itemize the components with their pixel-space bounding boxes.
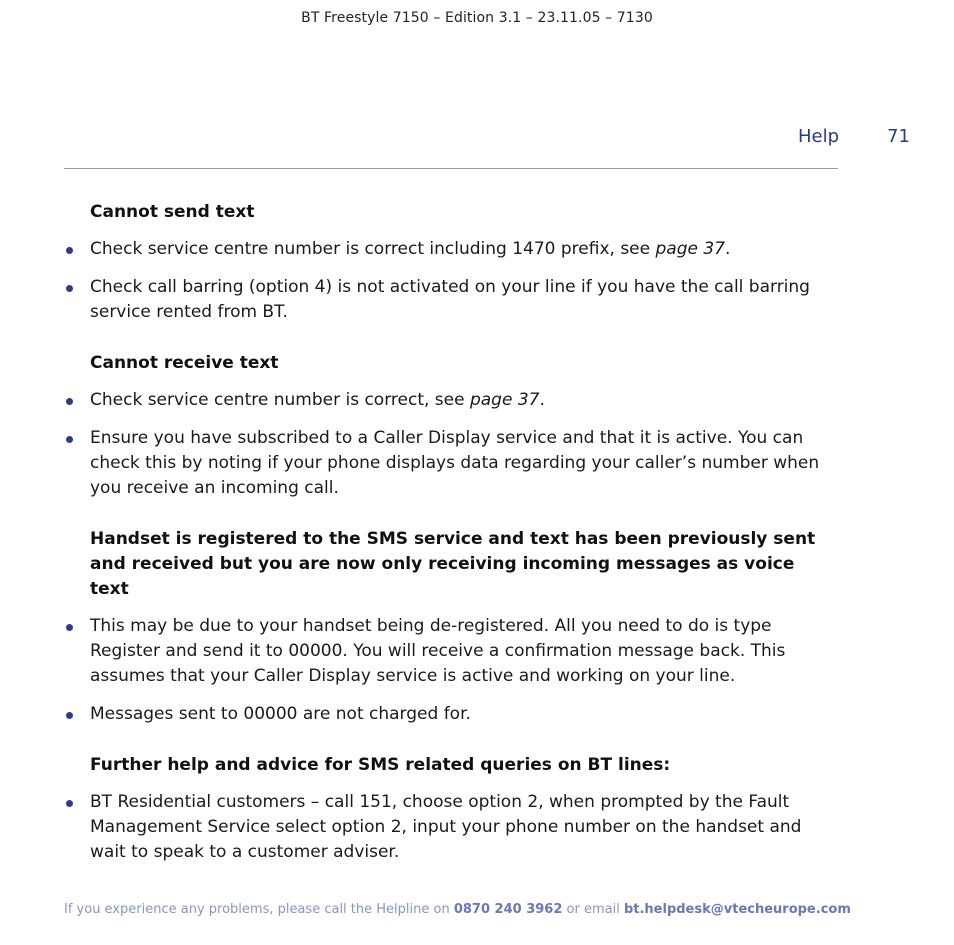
list-item-text: Check service centre number is correct, see bbox=[90, 390, 470, 410]
bullet-icon bbox=[66, 436, 73, 443]
footer-middle-text: or email bbox=[562, 902, 624, 917]
list-item-text: BT Residential customers – call 151, choose option 2, when prompted by the Fault Management Service select option 2, input your phone number on the handset and wait to speak to a customer adviser. bbox=[90, 792, 802, 862]
helpdesk-email: bt.helpdesk@vtecheurope.com bbox=[623, 902, 851, 917]
list-item bbox=[90, 426, 830, 501]
section-handset-registered bbox=[90, 527, 830, 727]
list-item-text: Check service centre number is correct including 1470 prefix, see bbox=[90, 239, 656, 259]
page-number: 71 bbox=[887, 126, 910, 147]
bullet-icon bbox=[66, 285, 73, 292]
list-item bbox=[90, 388, 830, 413]
list-item bbox=[90, 237, 830, 262]
list-item-text: Messages sent to 00000 are not charged for. bbox=[90, 704, 471, 724]
list-item bbox=[90, 275, 830, 325]
section-heading: Cannot receive text bbox=[90, 353, 279, 373]
list-item bbox=[90, 614, 830, 689]
list-item-text: Ensure you have subscribed to a Caller Display service and that it is active. You can check this by noting if your phone displays data regarding your caller’s number when you receive an incoming call. bbox=[90, 428, 820, 498]
list-item-suffix: . bbox=[539, 390, 545, 410]
list-item-text: Check call barring (option 4) is not activated on your line if you have the call barring service rented from BT. bbox=[90, 277, 810, 322]
bullet-icon bbox=[66, 398, 73, 405]
bullet-icon bbox=[66, 624, 73, 631]
list-item bbox=[90, 790, 830, 865]
section-cannot-send bbox=[90, 200, 830, 325]
section-cannot-receive bbox=[90, 351, 830, 501]
helpline-phone: 0870 240 3962 bbox=[453, 902, 563, 917]
list-item-suffix: . bbox=[725, 239, 731, 259]
section-further-help bbox=[90, 753, 830, 865]
footer-lead-text: If you experience any problems, please call the Helpline on bbox=[64, 902, 454, 917]
section-heading: Cannot send text bbox=[90, 202, 255, 222]
edition-line: BT Freestyle 7150 – Edition 3.1 – 23.11.05 – 7130 bbox=[301, 10, 653, 26]
list-item bbox=[90, 702, 830, 727]
page-reference: page 37 bbox=[469, 390, 540, 410]
bullet-icon bbox=[66, 712, 73, 719]
bullet-icon bbox=[66, 247, 73, 254]
section-heading: Handset is registered to the SMS service and text has been previously sent and received but you are now only receiving incoming messages as voice text bbox=[90, 529, 816, 599]
page-content bbox=[90, 200, 830, 891]
section-title: Help bbox=[798, 126, 840, 147]
helpline-footer bbox=[64, 902, 924, 917]
bullet-icon bbox=[66, 800, 73, 807]
header-divider bbox=[64, 168, 838, 169]
section-heading: Further help and advice for SMS related queries on BT lines: bbox=[90, 755, 671, 775]
list-item-text: This may be due to your handset being de-registered. All you need to do is type Register and send it to 00000. You will receive a confirmation message back. This assumes that your Caller Display service is active and working on your line. bbox=[90, 616, 786, 686]
page-reference: page 37 bbox=[655, 239, 725, 259]
